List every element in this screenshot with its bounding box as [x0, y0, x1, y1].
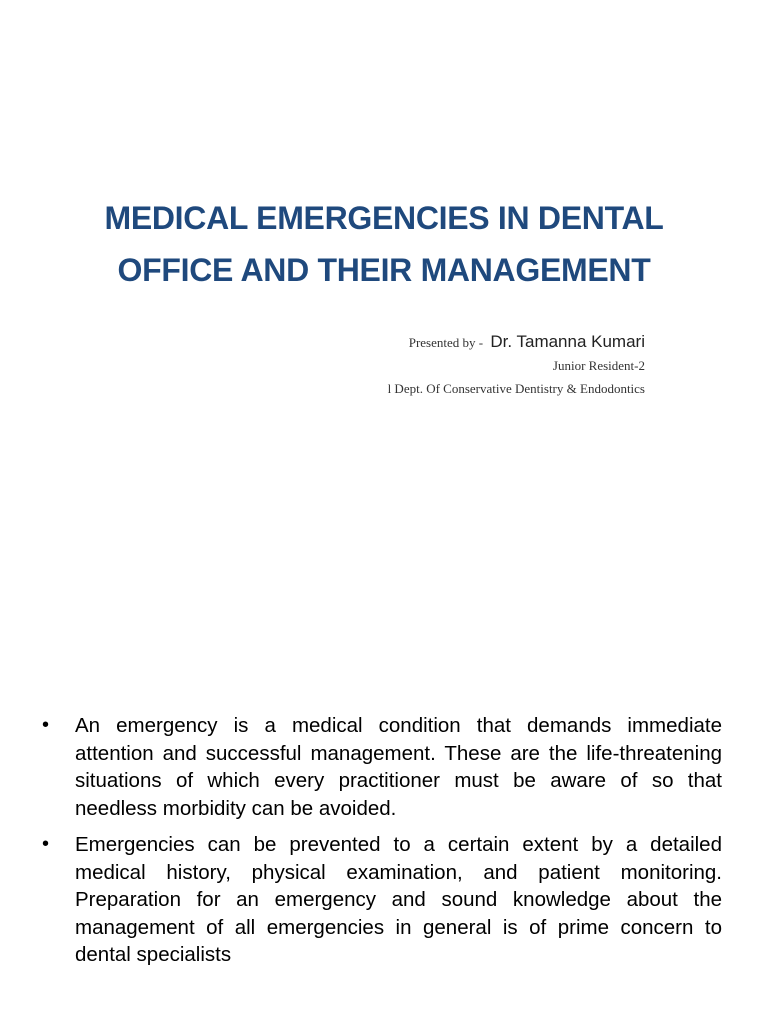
bullet-list: [42, 712, 722, 978]
bullet-marker: •: [42, 833, 50, 855]
presenter-department: l Dept. Of Conservative Dentistry & Endodontics: [387, 381, 645, 396]
presenter-designation: Junior Resident-2: [552, 358, 645, 373]
bullet-item: [42, 831, 722, 969]
bullet-marker: •: [42, 714, 50, 736]
presenter-name: Dr. Tamanna Kumari: [490, 332, 645, 351]
slide-title-line-1: MEDICAL EMERGENCIES IN DENTAL: [104, 200, 664, 236]
bullet-text: Emergencies can be prevented to a certain extent by a detailed medical history, physical examination, and patient monitoring. Preparation for an emergency and sound knowledge about the management of all emergencies in general is of prime concern to dental specialists: [75, 833, 722, 966]
slide-title: [30, 192, 738, 296]
bullet-item: [42, 712, 722, 822]
presenter-block: [388, 330, 645, 400]
presented-by-label: Presented by -: [408, 335, 484, 350]
slide-title-line-2: OFFICE AND THEIR MANAGEMENT: [117, 252, 651, 288]
bullet-text: An emergency is a medical condition that demands immediate attention and successful management. These are the life-threatening situations of which every practitioner must be aware of so that needless morbidity can be avoided.: [75, 714, 722, 820]
presenter-line: [388, 330, 645, 354]
